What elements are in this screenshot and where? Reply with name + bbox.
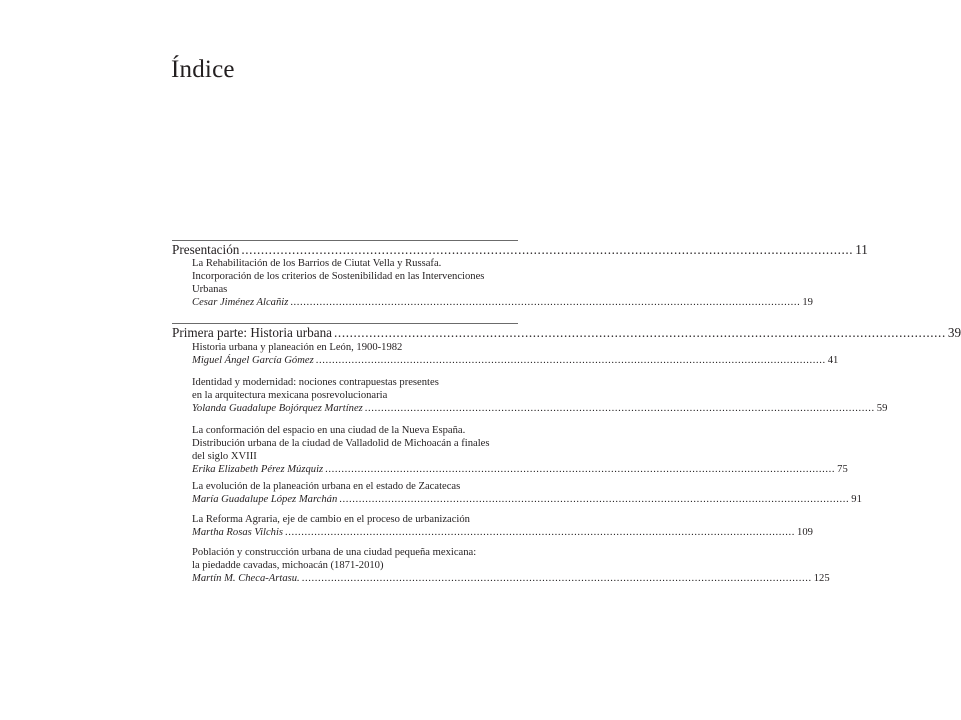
entry-author: Yolanda Guadalupe Bojórquez Martínez — [192, 403, 363, 414]
entry-title-line: en la arquitectura mexicana posrevolucionaria — [192, 390, 388, 401]
toc-entry-checa[interactable] — [192, 573, 830, 584]
entry-title-line: Historia urbana y planeación en León, 1900-1982 — [192, 342, 403, 353]
dot-leader: ............................................................................................................................................................. — [339, 494, 850, 505]
entry-title-line: Identidad y modernidad: nociones contrapuestas presentes — [192, 377, 439, 388]
toc-entry-bojorquez[interactable] — [192, 403, 888, 414]
entry-author: Martha Rosas Vilchis — [192, 527, 284, 538]
toc-section-primera-parte[interactable] — [172, 325, 961, 341]
section-page: 39 — [947, 325, 961, 340]
entry-page: 19 — [802, 297, 813, 308]
entry-author: Cesar Jiménez Alcañiz — [192, 297, 289, 308]
entry-title-line — [192, 451, 518, 462]
entry-title-line: La Reforma Agraria, eje de cambio en el proceso de urbanización — [192, 514, 470, 525]
dot-leader: ............................................................................................................................................................. — [334, 325, 946, 340]
entry-title-line: La Rehabilitación de los Barrios de Ciutat Vella y Russafa. — [192, 258, 442, 269]
dot-leader: ............................................................................................................................................................. — [301, 573, 812, 584]
entry-page: 91 — [851, 494, 862, 505]
entry-title-line: Urbanas — [192, 284, 228, 295]
section-page: 11 — [855, 242, 868, 257]
entry-title-line: La evolución de la planeación urbana en el estado de Zacatecas — [192, 481, 461, 492]
entry-page: 109 — [797, 527, 813, 538]
section-rule — [172, 323, 518, 324]
century-numeral: XVIII — [230, 451, 257, 462]
entry-title-line: Distribución urbana de la ciudad de Valladolid de Michoacán a finales — [192, 438, 490, 449]
toc-entry-perez[interactable] — [192, 464, 848, 475]
entry-title-line: Población y construcción urbana de una ciudad pequeña mexicana: — [192, 547, 477, 558]
entry-author: María Guadalupe López Marchán — [192, 494, 338, 505]
toc-section-presentacion[interactable] — [172, 242, 868, 258]
dot-leader: ............................................................................................................................................................. — [290, 297, 801, 308]
dot-leader: ............................................................................................................................................................. — [285, 527, 796, 538]
toc-entry-rosas[interactable] — [192, 527, 813, 538]
toc-entry-jimenez[interactable] — [192, 297, 813, 308]
toc-entry-lopez[interactable] — [192, 494, 862, 505]
dot-leader: ............................................................................................................................................................. — [315, 355, 826, 366]
entry-author: Miguel Ángel García Gómez — [192, 355, 314, 366]
entry-author: Martín M. Checa-Artasu. — [192, 573, 300, 584]
entry-title-line: La conformación del espacio en una ciudad de la Nueva España. — [192, 425, 466, 436]
entry-title-text: del siglo — [192, 451, 229, 462]
entry-author: Erika Elizabeth Pérez Múzquiz — [192, 464, 324, 475]
dot-leader: ............................................................................................................................................................. — [325, 464, 836, 475]
section-rule — [172, 240, 518, 241]
entry-page: 41 — [827, 355, 839, 366]
entry-title-line: Incorporación de los criterios de Sostenibilidad en las Intervenciones — [192, 271, 485, 282]
entry-page: 125 — [813, 573, 830, 584]
entry-title-line: la piedadde cavadas, michoacán (1871-2010) — [192, 560, 384, 571]
dot-leader: ............................................................................................................................................................. — [364, 403, 875, 414]
section-label: Primera parte: Historia urbana — [172, 325, 333, 340]
toc-entry-garcia[interactable] — [192, 355, 839, 366]
entry-page: 75 — [837, 464, 848, 475]
dot-leader: ............................................................................................................................................................. — [241, 242, 854, 257]
entry-page: 59 — [876, 403, 888, 414]
section-label: Presentación — [172, 242, 240, 257]
index-title: Índice — [171, 56, 235, 83]
